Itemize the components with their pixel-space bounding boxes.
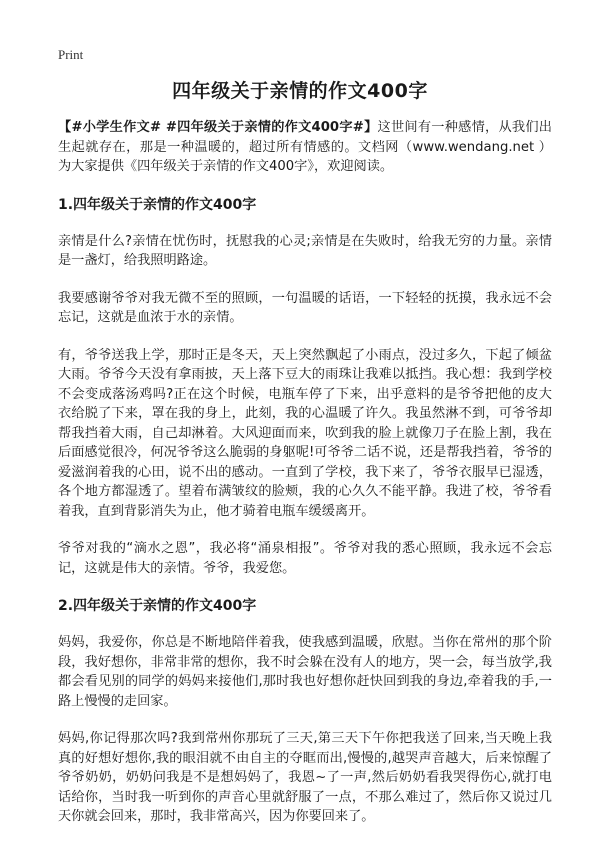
page-title: 四年级关于亲情的作文400字 <box>172 80 428 102</box>
section-heading-2: 2.四年级关于亲情的作文400字 <box>58 598 257 614</box>
section-1-paragraph-1: 亲情是什么?亲情在忧伤时，抚慰我的心灵;亲情是在失败时，给我无穷的力量。亲情是一盏灯，给我照明路途。 <box>58 233 552 268</box>
intro-tags: 【#小学生作文# #四年级关于亲情的作文400字#】 <box>58 120 378 135</box>
print-label: Print <box>58 47 84 62</box>
section-2-paragraph-1: 妈妈，我爱你，你总是不断地陪伴着我，使我感到温暖，欣慰。当你在常州的那个阶段，我好想你，非常非常的想你，我不时会躲在没有人的地方，哭一会，每当放学,我都会看见别的同学的妈妈来接他们,那时我也好想你赶快回到我的身边,牵着我的手,一路上慢慢的走回家。 <box>58 635 552 709</box>
section-2-paragraph-2: 妈妈,你记得那次吗?我到常州你那玩了三天,第三天下午你把我送了回来,当天晚上我真的好想好想你,我的眼泪就不由自主的夺眶而出,慢慢的,越哭声音越大，后来惊醒了爷爷奶奶，奶奶问我是不是想妈妈了，我恩~了一声,然后奶奶看我哭得伤心,就打电话给你，当时我一听到你的声音心里就舒服了一点，不那么难过了，然后你又说过几天你就会回来，那时，我非常高兴，因为你要回来了。 <box>58 731 552 824</box>
section-1-paragraph-4: 爷爷对我的“滴水之恩”，我必将“涌泉相报”。爷爷对我的悉心照顾，我永远不会忘记，这就是伟大的亲情。爷爷，我爱您。 <box>58 541 552 576</box>
section-1-paragraph-2: 我要感谢爷爷对我无微不至的照顾，一句温暖的话语，一下轻轻的抚摸，我永远不会忘记，这就是血浓于水的亲情。 <box>58 290 552 325</box>
section-1-paragraph-3: 有，爷爷送我上学，那时正是冬天，天上突然飘起了小雨点，没过多久，下起了倾盆大雨。爷爷今天没有拿雨披，天上落下豆大的雨珠让我难以抵挡。我心想：我到学校不会变成落汤鸡吗?正在这个时候，电瓶车停了下来，出乎意料的是爷爷把他的皮大衣给脱了下来，罩在我的身上，此刻，我的心温暖了许久。我虽然淋不到，可爷爷却帮我挡着大雨，自己却淋着。大风迎面而来，吹到我的脸上就像刀子在脸上割，我在后面感觉很冷，何况爷爷这么脆弱的身躯呢!可爷爷二话不说，还是帮我挡着，爷爷的爱滋润着我的心田，说不出的感动。一直到了学校，我下来了，爷爷衣服早已湿透，各个地方都湿透了。望着布满皱纹的脸颊，我的心久久不能平静。我进了校，爷爷看着我，直到背影消失为止，他才骑着电瓶车缓缓离开。 <box>58 347 552 519</box>
article-body <box>58 118 552 845</box>
section-heading-1: 1.四年级关于亲情的作文400字 <box>58 196 257 213</box>
intro-text: 这世间有一种感情，从我们出生起就存在，那是一种温暖的，超过所有情感的。文档网（www.wendang.net ）为大家提供《四年级关于亲情的作文400字》，欢迎阅读。 <box>58 120 552 174</box>
intro-paragraph <box>58 118 552 177</box>
